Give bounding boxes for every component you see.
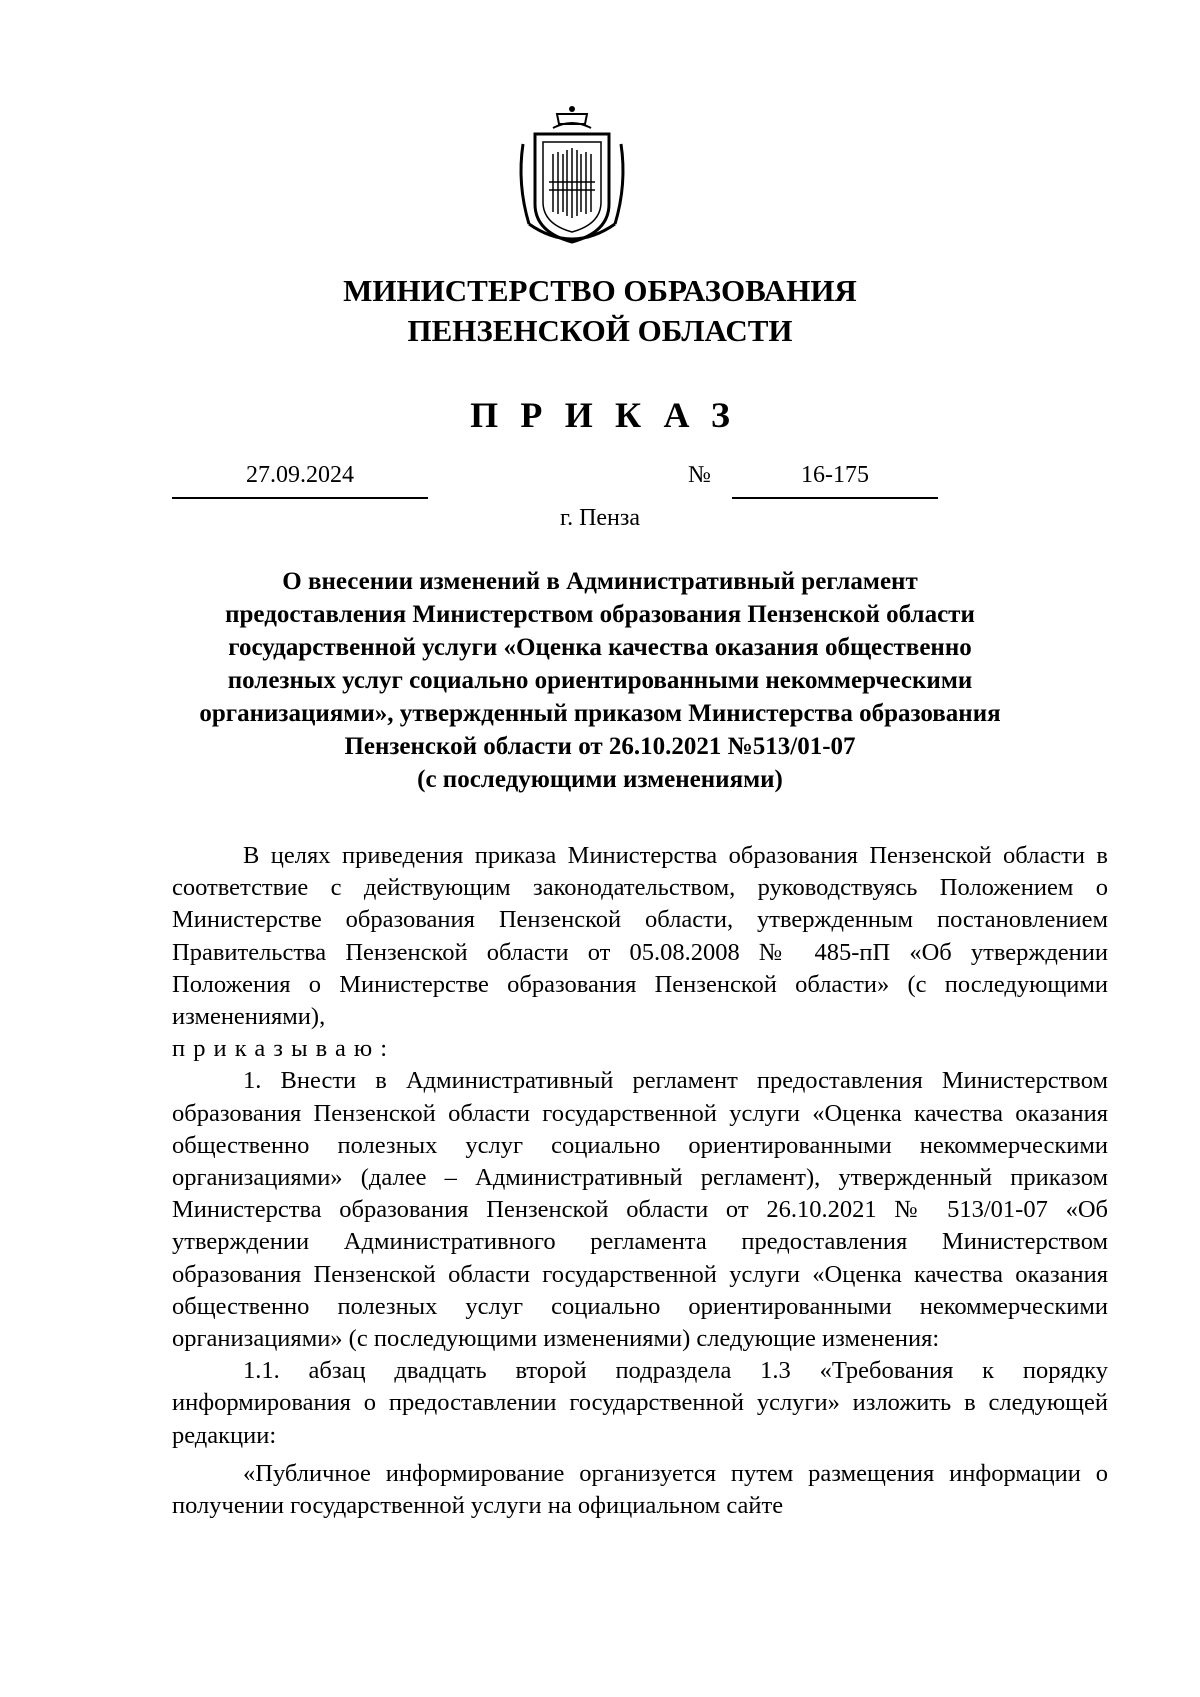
subject-line: Пензенской области от 26.10.2021 №513/01-07	[344, 733, 856, 760]
number-sign: №	[688, 462, 711, 488]
subject-line: предоставления Министерством образования Пензенской области	[225, 601, 975, 628]
order-body	[172, 840, 1108, 1522]
ministry-name-line-1: МИНИСТЕРСТВО ОБРАЗОВАНИЯ	[343, 273, 857, 308]
coat-of-arms-emblem	[513, 104, 631, 254]
subject-line: организациями», утвержденный приказом Министерства образования	[199, 700, 1001, 727]
order-subject	[150, 565, 1050, 796]
ministry-name-line-2: ПЕНЗЕНСКОЙ ОБЛАСТИ	[407, 313, 793, 348]
subject-line: полезных услуг социально ориентированными некоммерческими	[227, 667, 973, 694]
document-type-title: ПРИКАЗ	[470, 395, 753, 435]
quote-paragraph: «Публичное информирование организуется путем размещения информации о получении государственной услуги на официальном сайте	[172, 1459, 1108, 1520]
order-word-paragraph	[172, 1033, 1108, 1065]
order-word: приказываю:	[172, 1035, 396, 1063]
city-name: г. Пенза	[559, 505, 641, 531]
preamble-text: В целях приведения приказа Министерства образования Пензенской области в соответствие с действующим законодательством, руководствуясь Положением о Министерстве образования Пензенской области, утвержденным постановлением Правительства Пензенской области от 05.08.2008 № 485-пП «Об утверждении Положения о Министерстве образования Пензенской области» (с последующими изменениями),	[172, 842, 1108, 1031]
item-1-paragraph: 1. Внести в Административный регламент предоставления Министерством образования Пензенской области государственной услуги «Оценка качества оказания общественно полезных услуг социально ориентированными некоммерческими организациями» (далее – Административный регламент), утвержденный приказом Министерства образования Пензенской области от 26.10.2021 № 513/01-07 «Об утверждении Административного регламента предоставления Министерством образования Пензенской области государственной услуги «Оценка качества оказания общественно полезных услуг социально ориентированными некоммерческими организациями» (с последующими изменениями) следующие изменения:	[172, 1067, 1108, 1353]
date-underline	[172, 497, 428, 499]
subject-line: (с последующими изменениями)	[417, 766, 783, 793]
subject-line: О внесении изменений в Административный регламент	[282, 568, 918, 595]
order-date: 27.09.2024	[246, 462, 354, 488]
number-underline	[732, 497, 938, 499]
preamble-paragraph	[172, 840, 1108, 1033]
order-number: 16-175	[801, 462, 869, 488]
subject-line: государственной услуги «Оценка качества оказания общественно	[228, 634, 972, 661]
item-1-1-paragraph: 1.1. абзац двадцать второй подраздела 1.3 «Требования к порядку информирования о предоставлении государственной услуги» изложить в следующей редакции:	[172, 1357, 1108, 1449]
